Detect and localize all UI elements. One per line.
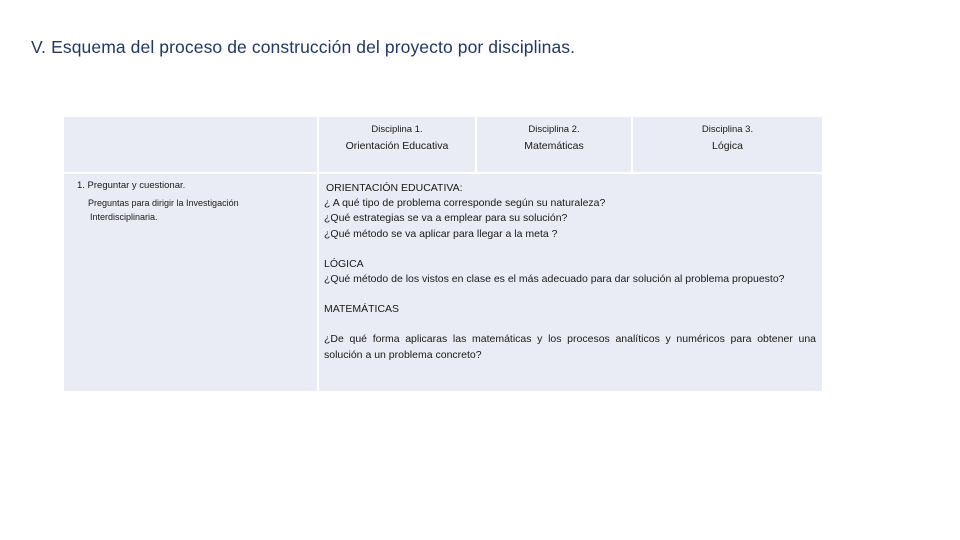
logica-question: ¿Qué método de los vistos en clase es el más adecuado para dar solución al problema propuesto? [324, 273, 785, 286]
discipline-1-name: Orientación Educativa [345, 140, 449, 152]
orientacion-question-3: ¿Qué método se va aplicar para llegar a la meta ? [324, 227, 558, 240]
content-row [63, 173, 823, 392]
discipline-1-number: Disciplina 1. [371, 124, 423, 135]
discipline-3-header [632, 116, 823, 173]
question-description-line-1: Preguntas para dirigir la Investigación [88, 198, 239, 208]
discipline-2-header [476, 116, 632, 173]
orientacion-question-1: ¿ A qué tipo de problema corresponde según su naturaleza? [324, 197, 606, 210]
question-description [77, 196, 317, 224]
header-row [63, 116, 823, 173]
discipline-2-number: Disciplina 2. [528, 124, 580, 135]
page-title: V. Esquema del proceso de construcción del proyecto por disciplinas. [31, 37, 576, 57]
empty-header-cell [63, 116, 318, 173]
discipline-scheme-table [62, 115, 824, 393]
discipline-1-header [318, 116, 476, 173]
question-description-line-2: Interdisciplinaria. [90, 212, 158, 222]
discipline-2-name: Matemáticas [524, 140, 584, 152]
logica-heading: LÓGICA [324, 257, 364, 270]
matematicas-question: ¿De qué forma aplicaras las matemáticas y los procesos analíticos y numéricos para obtener una solución a un problema concreto? [324, 333, 816, 361]
matematicas-heading: MATEMÁTICAS [324, 303, 400, 316]
discipline-3-name: Lógica [712, 140, 743, 152]
orientacion-heading: ORIENTACIÓN EDUCATIVA: [326, 182, 463, 194]
orientacion-question-2: ¿Qué estrategias se va a emplear para su solución? [324, 212, 568, 225]
question-label: 1. Preguntar y cuestionar. [77, 180, 186, 191]
discipline-3-number: Disciplina 3. [701, 124, 754, 135]
question-cell [63, 173, 318, 392]
questions-content-cell [318, 173, 823, 392]
